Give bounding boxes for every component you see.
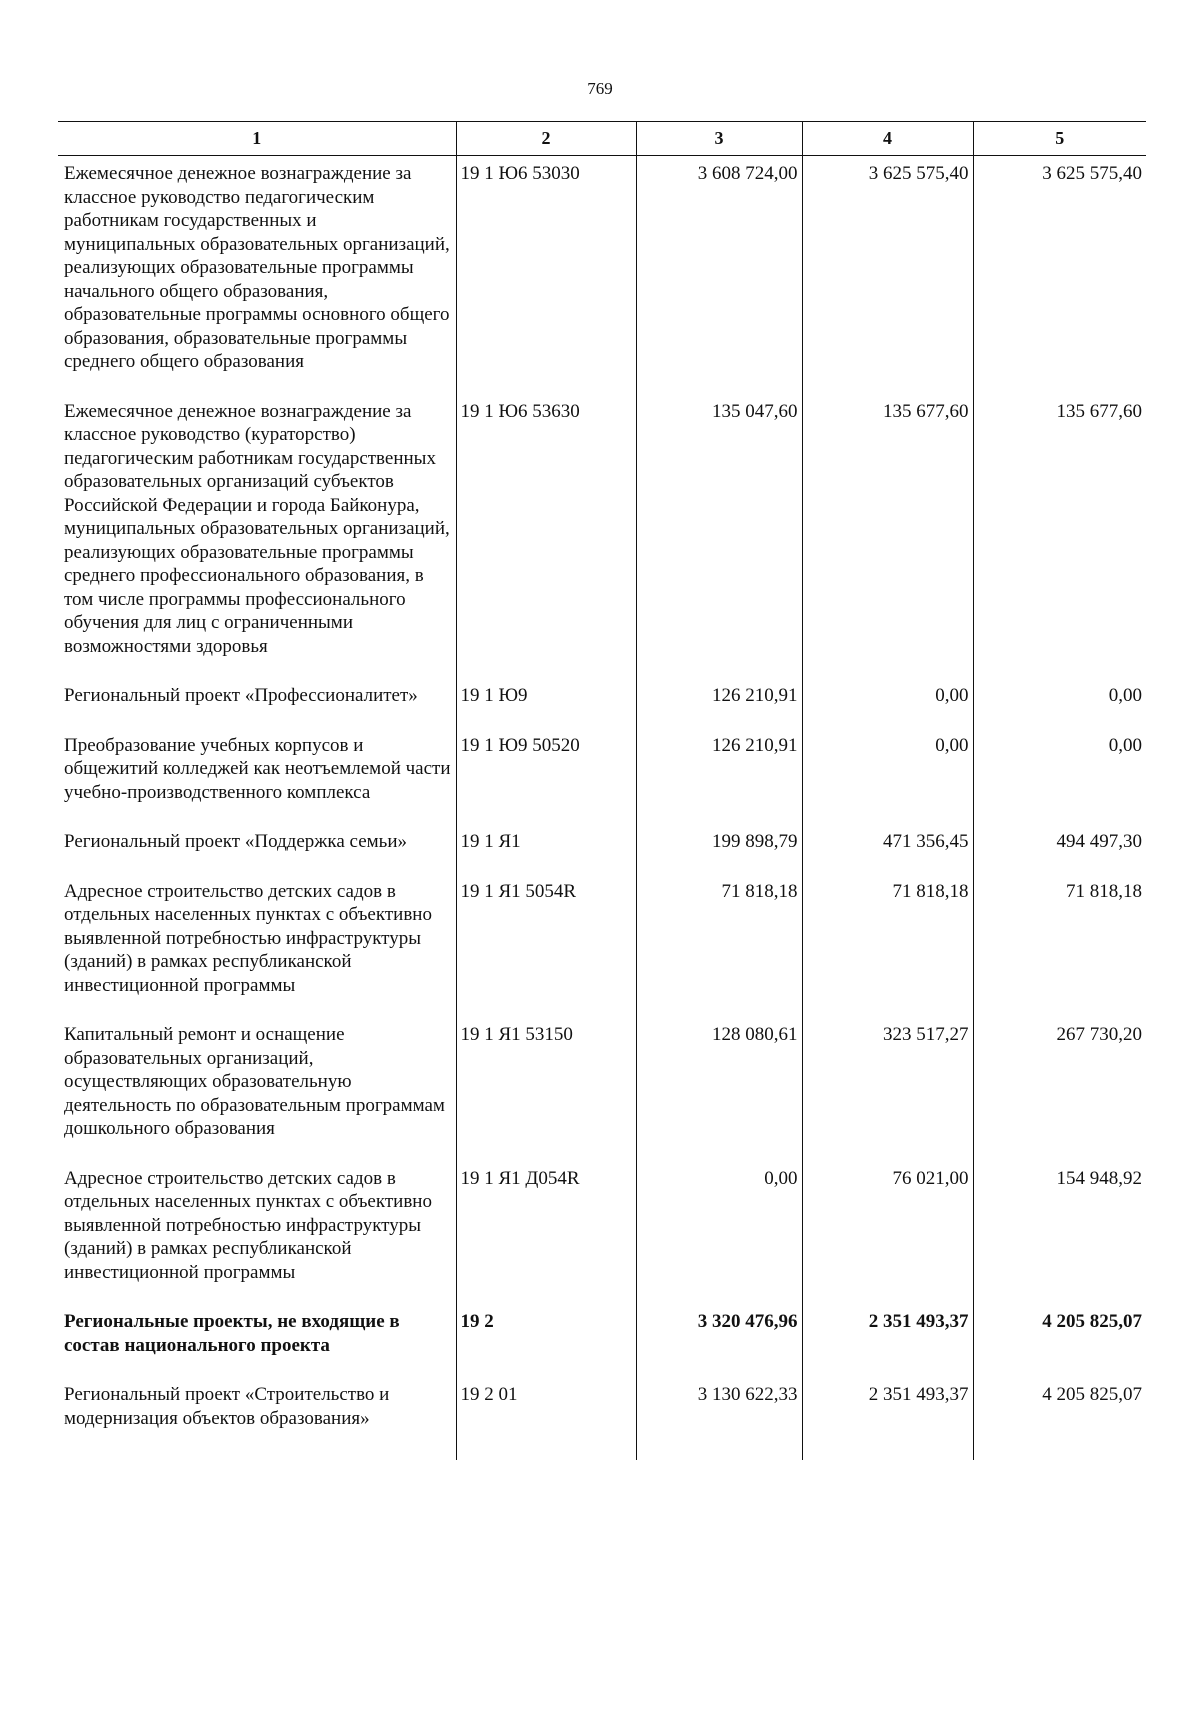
table-row xyxy=(58,728,1146,825)
table-row xyxy=(58,394,1146,679)
row-value-col4: 2 351 493,37 xyxy=(802,1304,973,1377)
row-name-cell: Ежемесячное денежное вознаграждение за классное руководство педагогическим работникам государственных и муниципальных образовательных организаций, реализующих образовательные программы начального общего образования, образовательные программы основного общего образования, образовательные программы среднего общего образования xyxy=(64,163,450,372)
row-value-col5: 154 948,92 xyxy=(973,1161,1146,1305)
table-header xyxy=(58,122,1146,156)
row-name-cell: Преобразование учебных корпусов и общежитий колледжей как неотъемлемой части учебно-производственного комплекса xyxy=(64,734,451,803)
row-value-col4: 71 818,18 xyxy=(802,874,973,1018)
table-row xyxy=(58,1304,1146,1377)
row-code-cell: 19 1 Ю6 53630 xyxy=(456,394,636,679)
row-value-col4: 2 351 493,37 xyxy=(802,1377,973,1460)
row-value-col4: 135 677,60 xyxy=(802,394,973,679)
table-row xyxy=(58,678,1146,728)
table-row xyxy=(58,1377,1146,1460)
row-name-cell: Региональные проекты, не входящие в состав национального проекта xyxy=(64,1311,400,1356)
table-body xyxy=(58,156,1146,1461)
row-value-col5: 0,00 xyxy=(973,728,1146,825)
row-value-col5: 3 625 575,40 xyxy=(973,156,1146,394)
row-name-cell: Региональный проект «Строительство и модернизация объектов образования» xyxy=(64,1384,390,1429)
header-col-2: 2 xyxy=(456,122,636,156)
row-code-cell: 19 1 Я1 5054R xyxy=(456,874,636,1018)
row-value-col5: 135 677,60 xyxy=(973,394,1146,679)
table-row xyxy=(58,156,1146,394)
header-col-1: 1 xyxy=(58,122,456,156)
header-col-3: 3 xyxy=(636,122,802,156)
row-value-col3: 3 320 476,96 xyxy=(636,1304,802,1377)
row-code-cell: 19 1 Ю9 xyxy=(456,678,636,728)
row-value-col5: 267 730,20 xyxy=(973,1017,1146,1161)
row-value-col5: 4 205 825,07 xyxy=(973,1304,1146,1377)
row-value-col4: 0,00 xyxy=(802,728,973,825)
row-value-col5: 4 205 825,07 xyxy=(973,1377,1146,1460)
row-value-col3: 199 898,79 xyxy=(636,824,802,874)
row-name-cell: Ежемесячное денежное вознаграждение за классное руководство (кураторство) педагогическим работникам государственных образовательных организаций субъектов Российской Федерации и города Байконура, муниципальных образовательных организаций, реализующих образовательные программы среднего профессионального образования, в том числе программы профессионального обучения для лиц с ограниченными возможностями здоровья xyxy=(64,400,450,657)
row-value-col3: 128 080,61 xyxy=(636,1017,802,1161)
row-value-col3: 0,00 xyxy=(636,1161,802,1305)
table-row xyxy=(58,824,1146,874)
row-code-cell: 19 1 Я1 Д054R xyxy=(456,1161,636,1305)
row-value-col4: 76 021,00 xyxy=(802,1161,973,1305)
row-value-col4: 471 356,45 xyxy=(802,824,973,874)
table-row xyxy=(58,1161,1146,1305)
row-value-col3: 135 047,60 xyxy=(636,394,802,679)
header-col-4: 4 xyxy=(802,122,973,156)
table-row xyxy=(58,1017,1146,1161)
row-value-col3: 126 210,91 xyxy=(636,728,802,825)
row-code-cell: 19 1 Ю9 50520 xyxy=(456,728,636,825)
row-value-col3: 3 608 724,00 xyxy=(636,156,802,394)
row-value-col3: 71 818,18 xyxy=(636,874,802,1018)
row-code-cell: 19 1 Я1 xyxy=(456,824,636,874)
row-value-col5: 71 818,18 xyxy=(973,874,1146,1018)
row-name-cell: Региональный проект «Профессионалитет» xyxy=(64,685,418,706)
row-code-cell: 19 2 xyxy=(456,1304,636,1377)
row-value-col5: 494 497,30 xyxy=(973,824,1146,874)
row-name-cell: Адресное строительство детских садов в отдельных населенных пунктах с объективно выявленной потребностью инфраструктуры (зданий) в рамках республиканской инвестиционной программы xyxy=(64,880,432,996)
header-col-5: 5 xyxy=(973,122,1146,156)
budget-table xyxy=(58,121,1146,1460)
row-value-col4: 3 625 575,40 xyxy=(802,156,973,394)
row-value-col4: 0,00 xyxy=(802,678,973,728)
page-number: 769 xyxy=(587,79,613,98)
row-name-cell: Капитальный ремонт и оснащение образовательных организаций, осуществляющих образовательную деятельность по образовательным программам дошкольного образования xyxy=(64,1024,445,1139)
row-value-col3: 3 130 622,33 xyxy=(636,1377,802,1460)
row-value-col4: 323 517,27 xyxy=(802,1017,973,1161)
row-code-cell: 19 1 Ю6 53030 xyxy=(456,156,636,394)
row-code-cell: 19 1 Я1 53150 xyxy=(456,1017,636,1161)
row-name-cell: Адресное строительство детских садов в отдельных населенных пунктах с объективно выявленной потребностью инфраструктуры (зданий) в рамках республиканской инвестиционной программы xyxy=(64,1167,432,1283)
row-value-col5: 0,00 xyxy=(973,678,1146,728)
row-name-cell: Региональный проект «Поддержка семьи» xyxy=(64,831,407,852)
header-row xyxy=(58,122,1146,156)
row-code-cell: 19 2 01 xyxy=(456,1377,636,1460)
table-row xyxy=(58,874,1146,1018)
row-value-col3: 126 210,91 xyxy=(636,678,802,728)
